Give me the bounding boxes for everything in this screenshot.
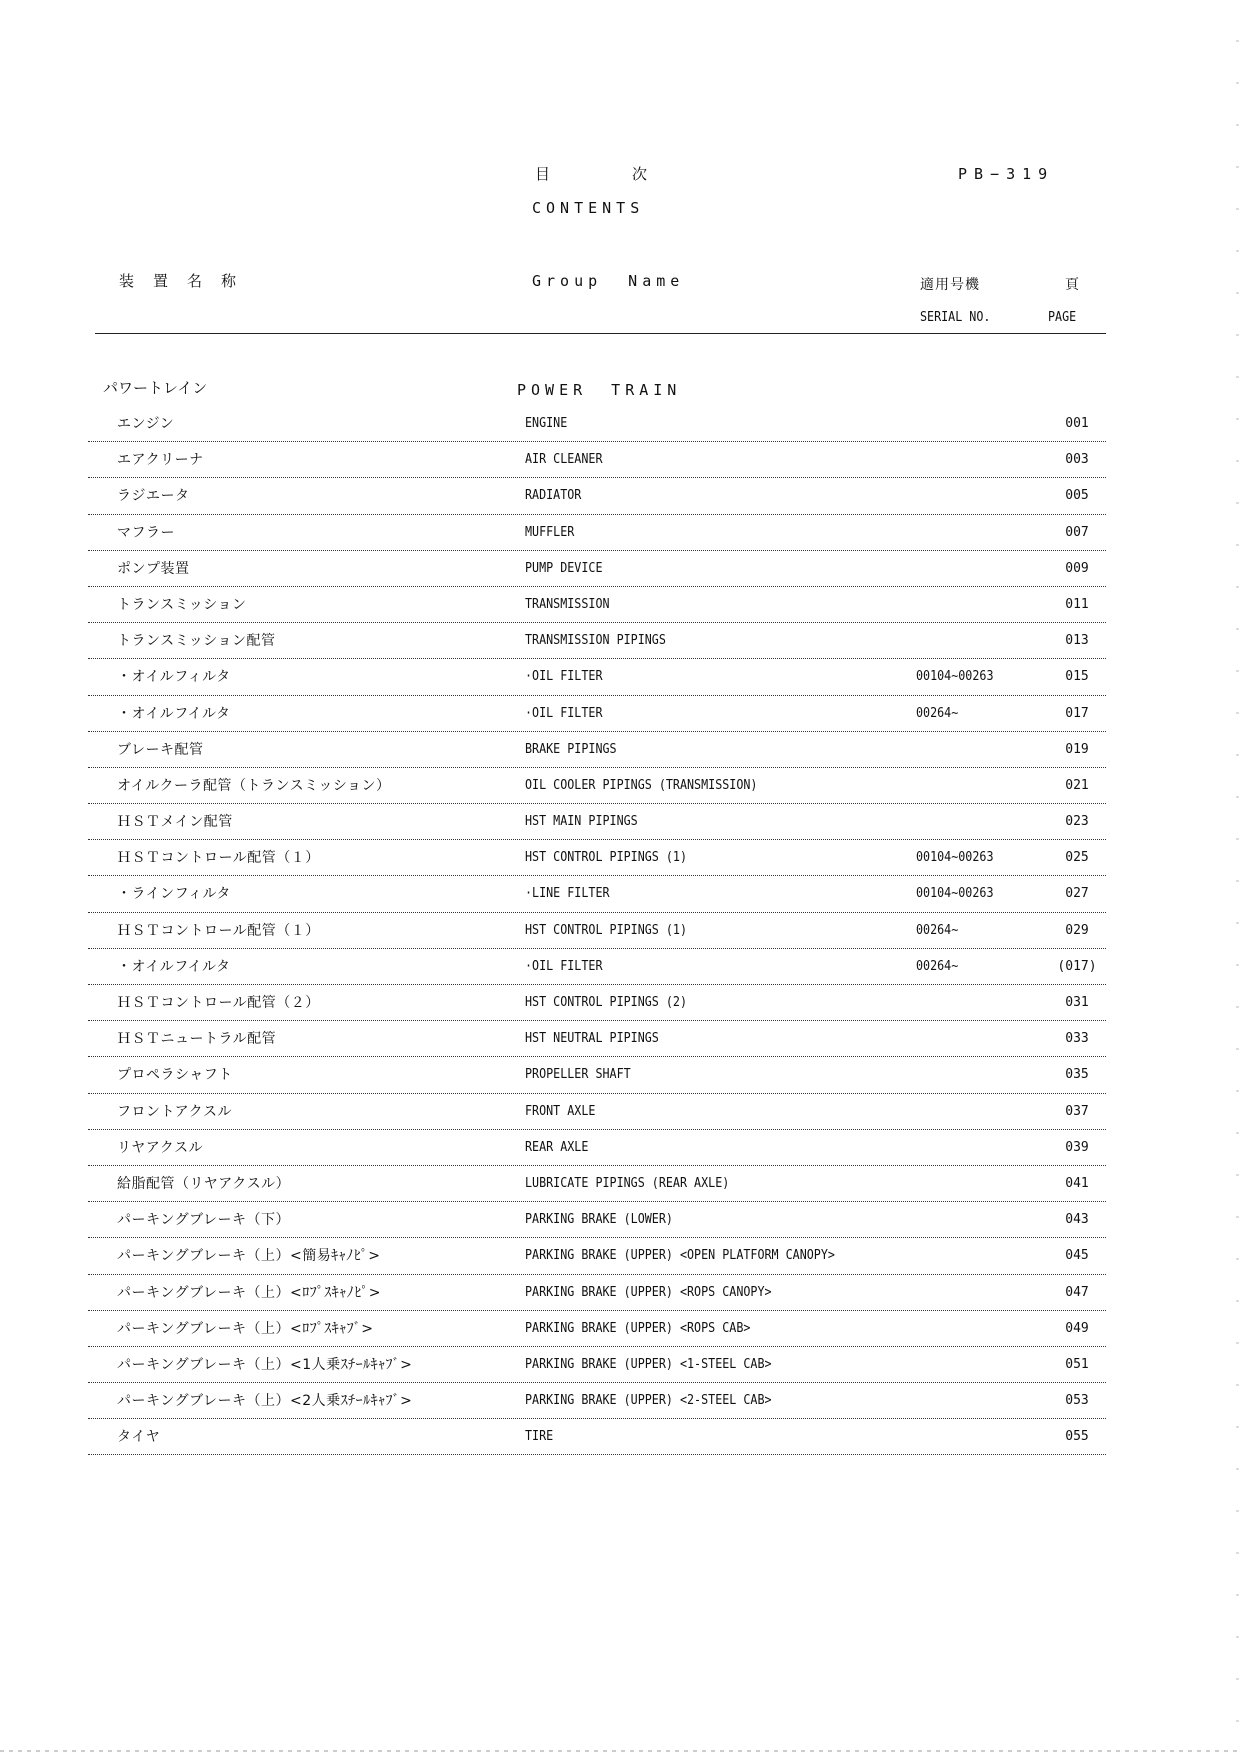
row-name-jp: ＨＳＴコントロール配管（１） [117,850,320,867]
row-group-name: PARKING BRAKE (UPPER) <1-STEEL CAB> [525,1356,772,1372]
table-row [88,876,1106,912]
column-header-page-jp: 頁 [1065,277,1079,293]
row-serial-no: 00264~ [916,922,959,938]
row-name-jp: 給脂配管（リヤアクスル） [117,1175,291,1192]
table-row [88,732,1106,768]
scan-edge-artifact [1236,0,1239,1755]
row-page: 003 [1065,452,1089,468]
row-page: 013 [1065,633,1089,649]
row-group-name: MUFFLER [525,524,575,540]
row-name-jp: パーキングブレーキ（上）<ﾛﾌﾟｽｷｬﾉﾋﾟ> [117,1284,381,1301]
header-divider [95,333,1106,334]
row-name-jp: ＨＳＴコントロール配管（１） [117,922,320,939]
row-name-jp: ブレーキ配管 [117,741,204,758]
table-row [88,515,1106,551]
row-group-name: TIRE [525,1429,554,1445]
column-header-serial-jp: 適用号機 [920,277,980,293]
row-group-name: HST NEUTRAL PIPINGS [525,1031,659,1047]
table-row [88,804,1106,840]
row-page: 033 [1065,1031,1089,1047]
table-row [88,1202,1106,1238]
table-row [88,985,1106,1021]
row-page: 035 [1065,1067,1089,1083]
row-serial-no: 00264~ [916,705,959,721]
row-page: 021 [1065,777,1089,793]
row-name-jp: トランスミッション配管 [117,633,276,650]
table-row [88,587,1106,623]
row-group-name: HST MAIN PIPINGS [525,814,638,830]
row-page: 005 [1065,488,1089,504]
contents-table [88,406,1106,1455]
row-page: 009 [1065,560,1089,576]
row-name-jp: プロペラシャフト [117,1067,233,1084]
row-group-name: PARKING BRAKE (UPPER) <OPEN PLATFORM CANOPY> [525,1248,835,1264]
row-name-jp: パーキングブレーキ（上）<2人乗ｽﾁｰﾙｷｬﾌﾞ> [117,1393,413,1410]
row-page: 041 [1065,1175,1089,1191]
row-serial-no: 00264~ [916,958,959,974]
row-name-jp: オイルクーラ配管（トランスミッション） [117,777,391,794]
table-row [88,442,1106,478]
row-name-jp: パーキングブレーキ（上）<簡易ｷｬﾉﾋﾟ> [117,1248,381,1265]
row-name-jp: エンジン [117,416,175,432]
section-title-en: POWER TRAIN [517,381,682,399]
row-group-name: PROPELLER SHAFT [525,1067,631,1083]
row-page: 001 [1065,416,1089,431]
table-row [88,1094,1106,1130]
table-row [88,1166,1106,1202]
row-page: 039 [1065,1139,1089,1155]
row-group-name: PARKING BRAKE (LOWER) [525,1212,673,1228]
row-name-jp: ＨＳＴコントロール配管（２） [117,995,320,1011]
row-page: 029 [1065,922,1089,938]
column-header-group-name: Group Name [532,272,685,290]
page-title-jp: 目次 [535,165,730,183]
document-number: PB−319 [958,165,1055,183]
table-row [88,840,1106,876]
row-group-name: ·OIL FILTER [525,705,603,721]
table-row [88,1238,1106,1274]
table-row [88,949,1106,985]
table-row [88,1383,1106,1419]
row-page: 049 [1065,1320,1089,1336]
row-name-jp: マフラー [117,524,175,541]
row-page: 023 [1065,814,1089,830]
row-page: 051 [1065,1356,1089,1372]
row-page: 015 [1065,669,1089,685]
row-page: 031 [1065,995,1089,1010]
table-row [88,768,1106,804]
row-group-name: HST CONTROL PIPINGS (1) [525,850,688,866]
row-name-jp: ＨＳＴメイン配管 [117,814,233,831]
column-header-page: PAGE [1048,310,1077,325]
row-name-jp: パーキングブレーキ（上）<ﾛﾌﾟｽｷｬﾌﾞ> [117,1320,374,1337]
row-page: 027 [1065,886,1089,902]
row-name-jp: ・オイルフイルタ [117,958,231,975]
table-row [88,1419,1106,1455]
row-serial-no: 00104~00263 [916,850,994,866]
table-row [88,551,1106,587]
row-name-jp: エアクリーナ [117,452,204,469]
row-group-name: TRANSMISSION [525,596,610,612]
table-row [88,623,1106,659]
table-row [88,1130,1106,1166]
row-group-name: PUMP DEVICE [525,560,603,576]
table-row [88,1311,1106,1347]
table-row [88,696,1106,732]
table-row [88,1347,1106,1383]
row-group-name: ·OIL FILTER [525,958,603,974]
row-group-name: BRAKE PIPINGS [525,741,617,757]
row-name-jp: ＨＳＴニュートラル配管 [117,1031,277,1048]
row-group-name: LUBRICATE PIPINGS (REAR AXLE) [525,1175,730,1191]
row-serial-no: 00104~00263 [916,886,994,902]
row-name-jp: ポンプ装置 [117,560,190,577]
row-name-jp: ラジエータ [117,488,190,505]
row-page: 025 [1065,850,1089,866]
table-row [88,913,1106,949]
table-row [88,659,1106,695]
row-name-jp: トランスミッション [117,596,247,613]
column-header-name-jp: 装置名称 [119,272,256,290]
row-page: 055 [1065,1429,1089,1445]
row-name-jp: ・オイルフィルタ [117,669,231,686]
row-page: 017 [1065,705,1089,721]
row-group-name: ·LINE FILTER [525,886,610,902]
row-group-name: HST CONTROL PIPINGS (2) [525,995,688,1010]
row-group-name: TRANSMISSION PIPINGS [525,633,666,649]
row-page: 037 [1065,1103,1089,1119]
row-group-name: OIL COOLER PIPINGS (TRANSMISSION) [525,777,758,793]
row-name-jp: リヤアクスル [117,1139,204,1156]
row-name-jp: パーキングブレーキ（下） [117,1212,291,1229]
table-row [88,1057,1106,1093]
row-group-name: ENGINE [525,416,568,431]
row-page: 047 [1065,1284,1089,1300]
table-row [88,1021,1106,1057]
table-row [88,1275,1106,1311]
section-title-jp: パワートレイン [103,379,208,397]
row-page: 045 [1065,1248,1089,1264]
row-group-name: FRONT AXLE [525,1103,596,1119]
table-row [88,406,1106,442]
row-name-jp: タイヤ [117,1429,161,1446]
row-serial-no: 00104~00263 [916,669,994,685]
row-page: (017) [1057,958,1097,974]
row-page: 007 [1065,524,1089,540]
row-name-jp: パーキングブレーキ（上）<1人乗ｽﾁｰﾙｷｬﾌﾞ> [117,1356,413,1373]
row-name-jp: フロントアクスル [117,1103,233,1120]
scan-bottom-artifact [0,1750,1241,1752]
row-page: 053 [1065,1393,1089,1409]
row-page: 043 [1065,1212,1089,1228]
row-page: 011 [1065,596,1089,612]
row-page: 019 [1065,741,1089,757]
row-group-name: PARKING BRAKE (UPPER) <ROPS CAB> [525,1320,751,1336]
row-group-name: HST CONTROL PIPINGS (1) [525,922,688,938]
row-group-name: AIR CLEANER [525,452,603,468]
row-group-name: RADIATOR [525,488,582,504]
row-group-name: PARKING BRAKE (UPPER) <ROPS CANOPY> [525,1284,772,1300]
row-group-name: ·OIL FILTER [525,669,603,685]
row-name-jp: ・オイルフイルタ [117,705,231,722]
row-name-jp: ・ラインフィルタ [117,886,231,903]
row-group-name: PARKING BRAKE (UPPER) <2-STEEL CAB> [525,1393,772,1409]
table-row [88,478,1106,514]
row-group-name: REAR AXLE [525,1139,589,1155]
page-title-en: CONTENTS [532,199,645,217]
column-header-serial-no: SERIAL NO. [920,310,991,325]
